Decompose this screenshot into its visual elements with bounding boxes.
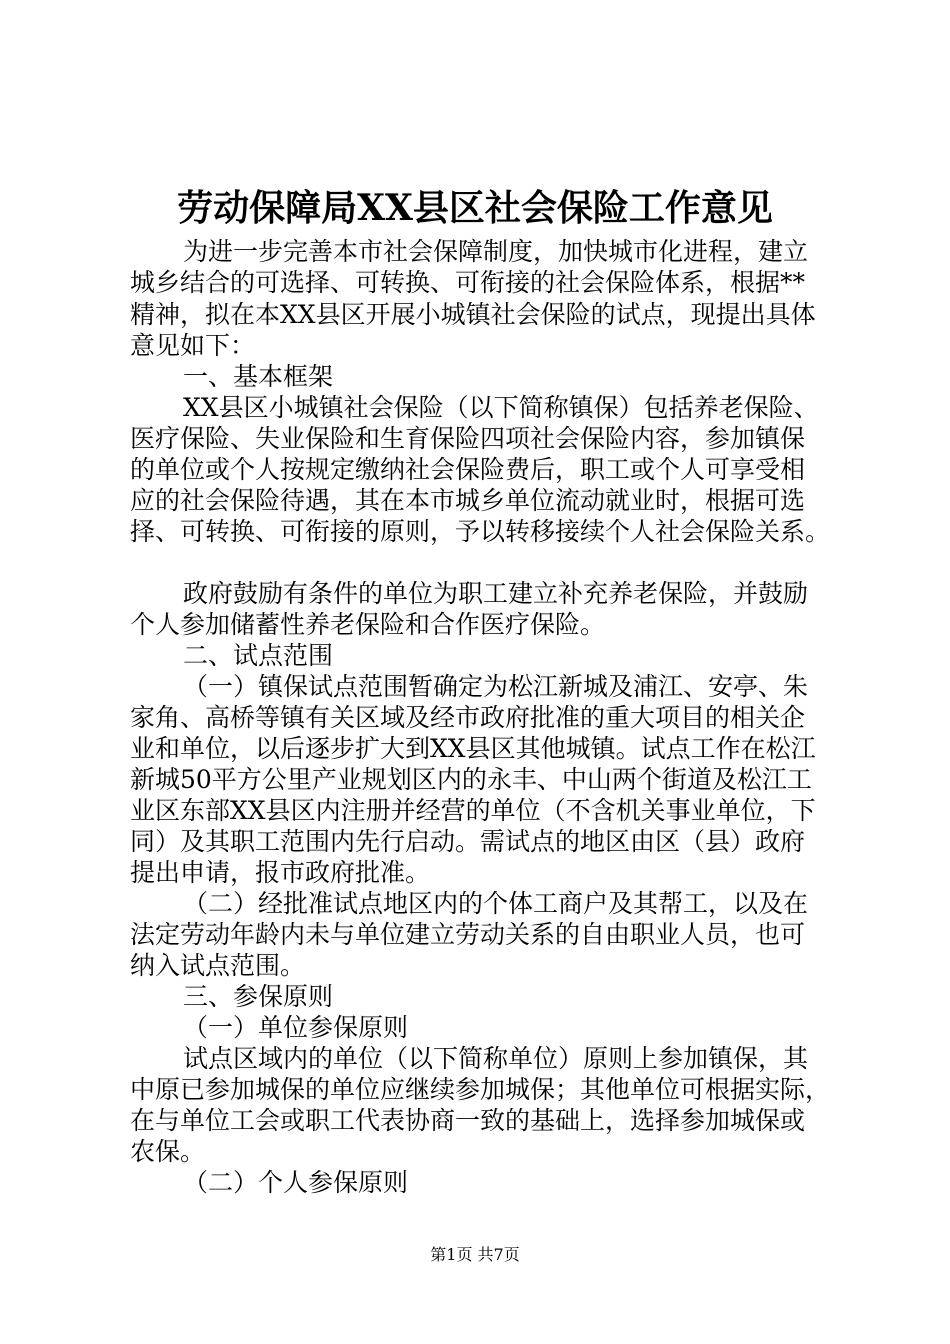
page-footer: 第1页 共7页: [430, 1245, 520, 1264]
paragraph-line: 医疗保险、失业保险和生育保险四项社会保险内容，参加镇保: [130, 424, 806, 453]
paragraph-line: 精神，拟在本XX县区开展小城镇社会保险的试点，现提出具体: [130, 300, 816, 329]
paragraph-line: 家角、高桥等镇有关区域及经市政府批准的重大项目的相关企: [130, 703, 806, 732]
paragraph-line: 农保。: [130, 1137, 206, 1166]
paragraph-line: 业和单位，以后逐步扩大到XX县区其他城镇。试点工作在松江: [130, 734, 816, 763]
paragraph-line: 中原已参加城保的单位应继续参加城保；其他单位可根据实际，: [130, 1075, 831, 1104]
paragraph-line: 纳入试点范围。: [130, 951, 306, 980]
paragraph-line: 提出申请，报市政府批准。: [130, 858, 431, 887]
paragraph-line: 试点区域内的单位（以下简称单位）原则上参加镇保，其: [183, 1044, 809, 1073]
document-title: 劳动保障局XX县区社会保险工作意见: [177, 187, 773, 229]
paragraph-line: 法定劳动年龄内未与单位建立劳动关系的自由职业人员，也可: [130, 920, 806, 949]
paragraph-line: 城乡结合的可选择、可转换、可衔接的社会保险体系，根据**: [130, 268, 806, 297]
paragraph-line: 政府鼓励有条件的单位为职工建立补充养老保险，并鼓励: [183, 579, 809, 608]
paragraph-line: （一）镇保试点范围暂确定为松江新城及浦江、安亭、朱: [183, 672, 809, 701]
section-heading: 三、参保原则: [183, 982, 334, 1011]
paragraph-line: 个人参加储蓄性养老保险和合作医疗保险。: [130, 610, 606, 639]
paragraph-line: 应的社会保险待遇，其在本市城乡单位流动就业时，根据可选: [130, 486, 806, 515]
paragraph-line: 业区东部XX县区内注册并经营的单位（不含机关事业单位，下: [130, 796, 816, 825]
section-heading: 一、基本框架: [183, 362, 334, 391]
paragraph-line: 在与单位工会或职工代表协商一致的基础上，选择参加城保或: [130, 1106, 806, 1135]
paragraph-line: 择、可转换、可衔接的原则，予以转移接续个人社会保险关系。: [130, 517, 831, 546]
paragraph-line: 新城50平方公里产业规划区内的永丰、中山两个街道及松江工: [130, 765, 812, 794]
paragraph-line: 的单位或个人按规定缴纳社会保险费后，职工或个人可享受相: [130, 455, 806, 484]
paragraph-line: 为进一步完善本市社会保障制度，加快城市化进程，建立: [183, 237, 809, 266]
paragraph-line: 同）及其职工范围内先行启动。需试点的地区由区（县）政府: [130, 827, 806, 856]
paragraph-line: XX县区小城镇社会保险（以下简称镇保）包括养老保险、: [183, 393, 819, 422]
paragraph-line: 意见如下：: [130, 331, 256, 360]
subsection-heading: （二）个人参保原则: [183, 1168, 409, 1197]
subsection-heading: （一）单位参保原则: [183, 1013, 409, 1042]
section-heading: 二、试点范围: [183, 641, 334, 670]
paragraph-line: （二）经批准试点地区内的个体工商户及其帮工，以及在: [183, 889, 809, 918]
